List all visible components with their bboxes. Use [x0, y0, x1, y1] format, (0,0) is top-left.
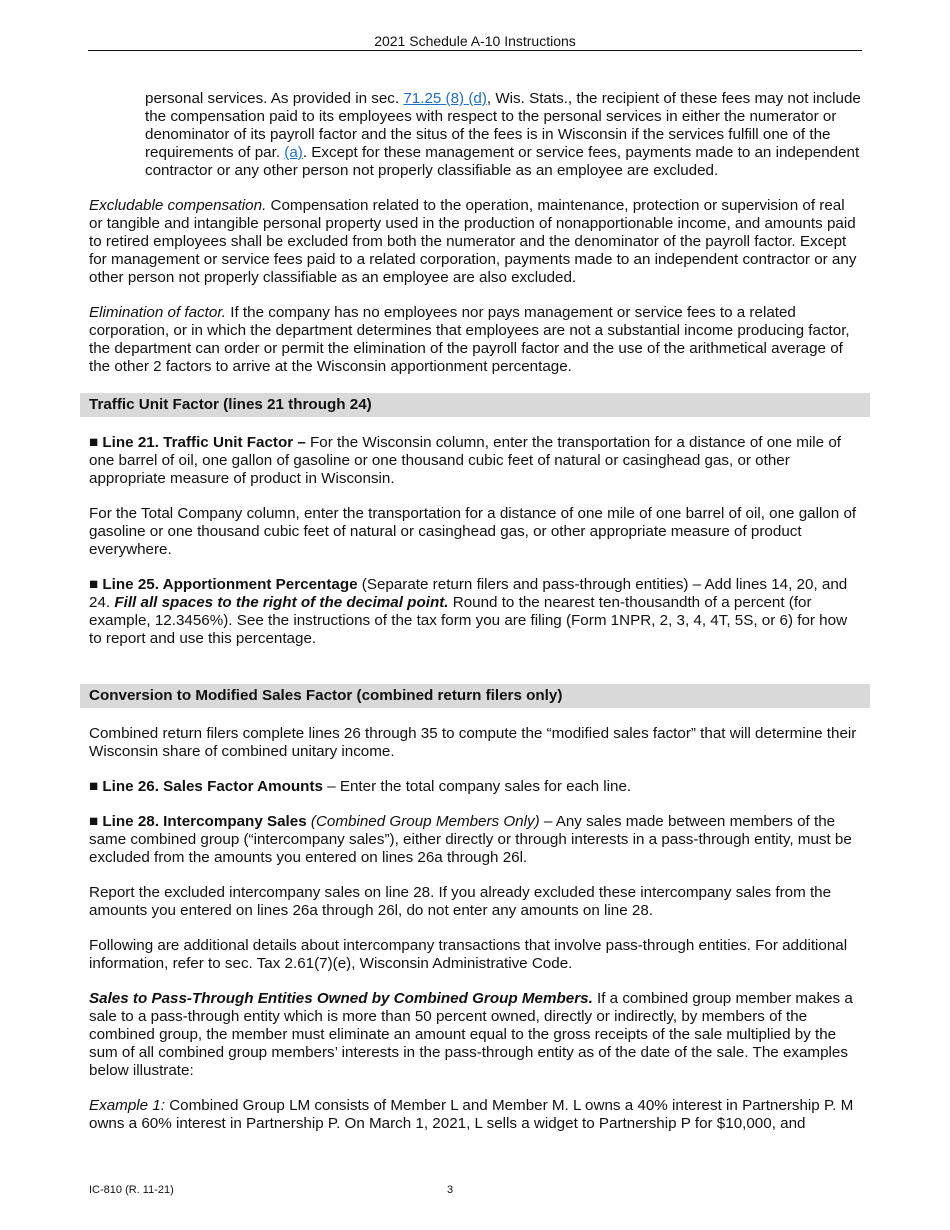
text: personal services. As provided in sec. — [145, 90, 404, 107]
bullet-square-icon: ■ — [89, 813, 103, 830]
paragraph-additional-details: Following are additional details about intercompany transactions that involve pass-through entities. For additional information, refer to sec. Tax 2.61(7)(e), Wisconsin Administrative Code. — [89, 937, 848, 972]
section-heading-traffic-unit-factor: Traffic Unit Factor (lines 21 through 24) — [80, 393, 870, 417]
line-title: Line 25. Apportionment Percentage — [102, 576, 358, 593]
text: Combined Group LM consists of Member L and Member M. L owns a 40% interest in Partnership P. M owns a 60% interest in Partnership P. On March 1, 2021, L sells a widget to Partnership P for $10,000, and — [89, 1097, 854, 1132]
paragraph-sales-to-pass-through — [89, 990, 861, 1080]
paragraph-report-excluded-sales: Report the excluded intercompany sales on line 28. If you already excluded these intercompany sales from the amounts you entered on lines 26a through 26l, do not enter any amounts on line 28. — [89, 884, 832, 919]
paragraph-personal-services — [89, 90, 861, 180]
text: , Wis. Stats., the recipient of these fees may not include the compensation paid to its employees with respect to the personal services in either the numerator or denominator of its payroll factor and the situs of the fees is in Wisconsin if the services fulfill one of the requirements of par. — [145, 90, 861, 161]
lead-term: Elimination of factor. — [89, 304, 227, 321]
paragraph-example-1 — [89, 1097, 861, 1133]
header-rule — [88, 50, 862, 51]
lead-term: Example 1: — [89, 1097, 165, 1114]
text: Compensation related to the operation, maintenance, protection or supervision of real or tangible and intangible personal property used in the production of nonapportionable income, and amounts paid to retired employees shall be excluded from both the numerator and the denominator of the payroll factor. Except for management or service fees paid to a related corporation, payments made to an independent contractor or any other person not properly classifiable as an employee are also excluded. — [89, 197, 857, 286]
line-title: Line 26. Sales Factor Amounts — [102, 778, 323, 795]
paragraph-elimination-of-factor — [89, 304, 861, 376]
emphasis: Fill all spaces to the right of the decimal point. — [114, 594, 449, 611]
text: Round to the nearest ten-thousandth of a percent (for example, 12.3456%). See the instructions of the tax form you are filing (Form 1NPR, 2, 3, 4, 4T, 5S, or 6) for how to report and use this percentage. — [89, 594, 848, 647]
text: – Any sales made between members of the same combined group (“intercompany sales”), either directly or through interests in a pass-through entity, must be excluded from the amounts you entered on lines 26a through 26l. — [89, 813, 852, 866]
lead-term: Excludable compensation. — [89, 197, 267, 214]
paragraph-combined-filers: Combined return filers complete lines 26 through 35 to compute the “modified sales factor” that will determine their Wisconsin share of combined unitary income. — [89, 725, 857, 760]
paragraph-excludable-compensation — [89, 197, 861, 287]
text: If a combined group member makes a sale to a pass-through entity which is more than 50 percent owned, directly or indirectly, by members of the combined group, the member must eliminate an amount equal to the gross receipts of the sale multiplied by the sum of all combined group members’ interests in the pass-through entity as of the date of the sale. The examples below illustrate: — [89, 990, 853, 1079]
footer-form-number: IC-810 (R. 11-21) — [89, 1184, 174, 1196]
line-qualifier: (Combined Group Members Only) — [306, 813, 540, 830]
bullet-square-icon: ■ — [89, 778, 103, 795]
footer-page-number: 3 — [447, 1184, 454, 1196]
paragraph-line-25 — [89, 576, 861, 648]
statute-link-par-a[interactable]: (a) — [284, 144, 303, 161]
bullet-square-icon: ■ — [89, 576, 103, 593]
page-header-title: 2021 Schedule A-10 Instructions — [374, 33, 576, 49]
paragraph-total-company: For the Total Company column, enter the transportation for a distance of one mile of one barrel of oil, one gallon of gasoline or one thousand cubic feet of natural or casinghead gas, or other appropriate measure of product everywhere. — [89, 505, 857, 558]
text: If the company has no employees nor pays management or service fees to a related corporation, or in which the department determines that employees are not a substantial income producing factor, the department can order or permit the elimination of the payroll factor and the use of the arithmetical average of the other 2 factors to arrive at the Wisconsin apportionment percentage. — [89, 304, 850, 375]
section-heading-modified-sales-factor: Conversion to Modified Sales Factor (combined return filers only) — [80, 684, 870, 708]
line-title: Line 21. Traffic Unit Factor – — [102, 434, 306, 451]
line-title: Line 28. Intercompany Sales — [102, 813, 307, 830]
paragraph-line-26 — [89, 778, 861, 796]
text: – Enter the total company sales for each line. — [322, 778, 632, 795]
document-body — [89, 90, 861, 1150]
lead-term: Sales to Pass-Through Entities Owned by Combined Group Members. — [89, 990, 593, 1007]
bullet-square-icon: ■ — [89, 434, 103, 451]
paragraph-line-28 — [89, 813, 861, 867]
text: . Except for these management or service fees, payments made to an independent contractor or any other person not properly classifiable as an employee are excluded. — [145, 144, 860, 179]
text: (Separate return filers and pass-through entities) – Add lines 14, 20, and 24. — [89, 576, 848, 611]
text: For the Wisconsin column, enter the transportation for a distance of one mile of one barrel of oil, one gallon of gasoline or one thousand cubic feet of natural or casinghead gas, or other appropriate measure of product in Wisconsin. — [89, 434, 842, 487]
statute-link-71-25-8-d[interactable]: 71.25 (8) (d) — [403, 90, 487, 107]
paragraph-line-21 — [89, 434, 861, 488]
